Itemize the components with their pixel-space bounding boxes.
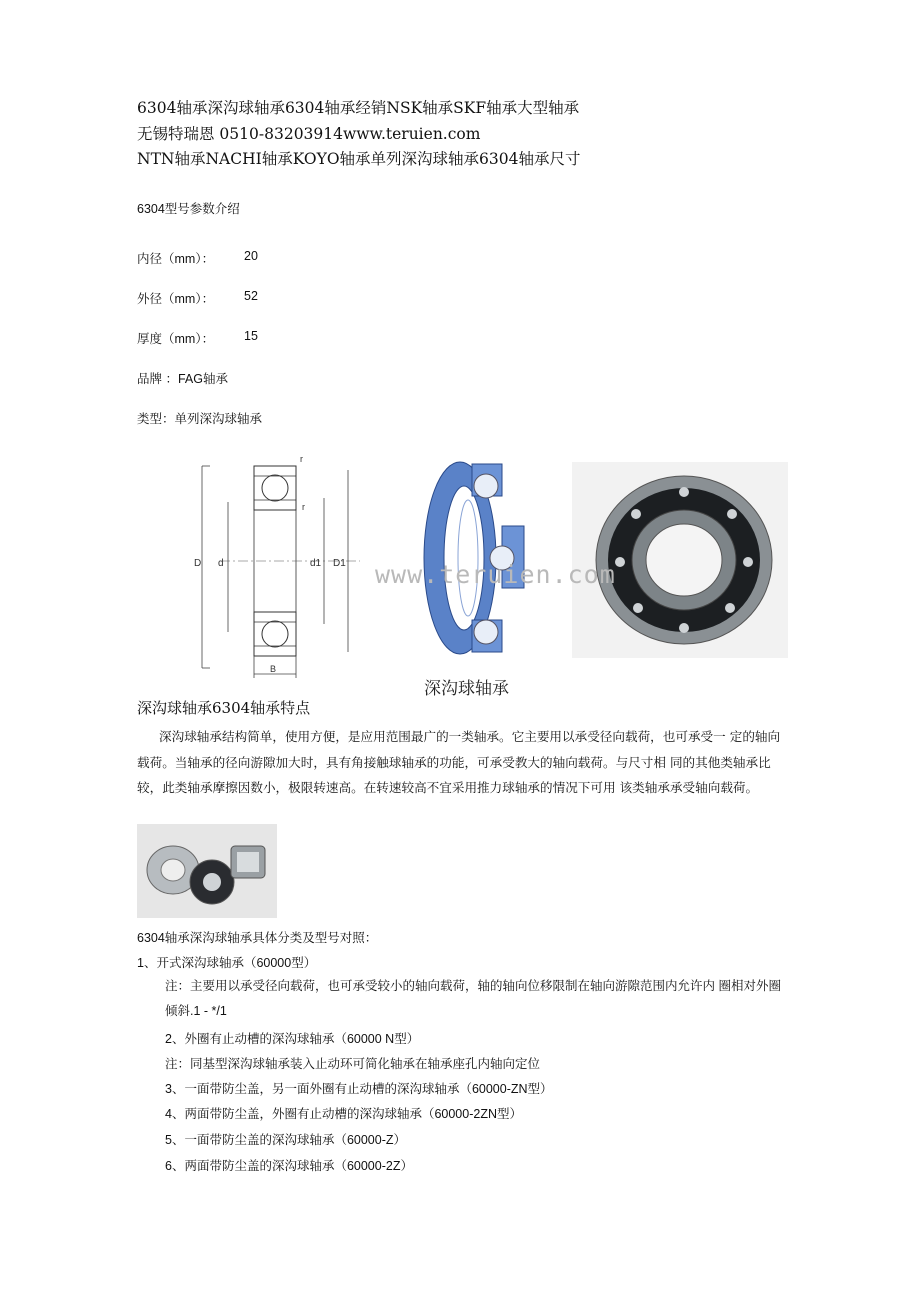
dim-label-d: d xyxy=(218,558,224,569)
title-line-2: 无锡特瑞恩 0510-83203914www.teruien.com xyxy=(137,125,481,143)
specs-heading: 6304型号参数介绍 xyxy=(137,202,240,216)
figure-caption: 深沟球轴承 xyxy=(424,679,509,698)
bearings-group-photo xyxy=(137,824,277,918)
bearing-dimension-drawing xyxy=(190,452,370,682)
title-line-1: 6304轴承深沟球轴承6304轴承经销NSK轴承SKF轴承大型轴承 xyxy=(137,99,580,117)
dim-label-d1: d1 xyxy=(310,558,322,569)
class-note-1: 注：主要用以承受径向载荷，也可承受较小的轴向载荷，轴的轴向位移限制在轴向游隙范围内允许内 圈相对外圈倾斜.1 - */1 xyxy=(165,979,781,1018)
watermark-text: www.teruien.com xyxy=(375,560,616,589)
dim-label-D: D xyxy=(194,558,202,569)
brand-line: 品牌 ：FAG轴承 xyxy=(137,372,228,386)
class-note-2: 注：同基型深沟球轴承装入止动环可简化轴承在轴承座孔内轴向定位 xyxy=(165,1057,541,1071)
class-item-6: 6、两面带防尘盖的深沟球轴承（60000-2Z） xyxy=(165,1159,413,1173)
class-item-5: 5、一面带防尘盖的深沟球轴承（60000-Z） xyxy=(165,1133,407,1147)
thickness-value: 15 xyxy=(244,329,258,343)
features-heading: 深沟球轴承6304轴承特点 xyxy=(137,699,311,717)
class-item-2: 2、外圈有止动槽的深沟球轴承（60000 N型） xyxy=(165,1032,420,1046)
type-line: 类型：单列深沟球轴承 xyxy=(137,412,263,426)
class-item-4: 4、两面带防尘盖，外圈有止动槽的深沟球轴承（60000-2ZN型） xyxy=(165,1107,522,1121)
outer-diameter-label: 外径（mm）： xyxy=(137,292,215,306)
outer-diameter-value: 52 xyxy=(244,289,258,303)
class-item-3: 3、一面带防尘盖，另一面外圈有止动槽的深沟球轴承（60000-ZN型） xyxy=(165,1082,553,1096)
dim-label-B: B xyxy=(270,664,277,674)
classification-heading: 6304轴承深沟球轴承具体分类及型号对照： xyxy=(137,931,378,945)
inner-diameter-label: 内径（mm）： xyxy=(137,252,215,266)
dim-label-r-mid: r xyxy=(302,502,305,512)
dim-label-D1: D1 xyxy=(333,558,346,569)
features-paragraph: 深沟球轴承结构简单，使用方便，是应用范围最广的一类轴承。它主要用以承受径向载荷，也可承受一 定的轴向载荷。当轴承的径向游隙加大时，具有角接触球轴承的功能，可承受教大的轴向载荷。与尺寸相 同的其他类轴承比较，此类轴承摩擦因数小，极限转速高。在转速较高不宜采用推力球轴承的情况下可用 该类轴承承受轴向载荷。 xyxy=(137,729,781,795)
dim-label-r-top: r xyxy=(300,454,303,464)
title-line-3: NTN轴承NACHI轴承KOYO轴承单列深沟球轴承6304轴承尺寸 xyxy=(137,150,581,168)
class-item-1: 1、开式深沟球轴承（60000型） xyxy=(137,956,317,970)
thickness-label: 厚度（mm）： xyxy=(137,332,215,346)
inner-diameter-value: 20 xyxy=(244,249,258,263)
